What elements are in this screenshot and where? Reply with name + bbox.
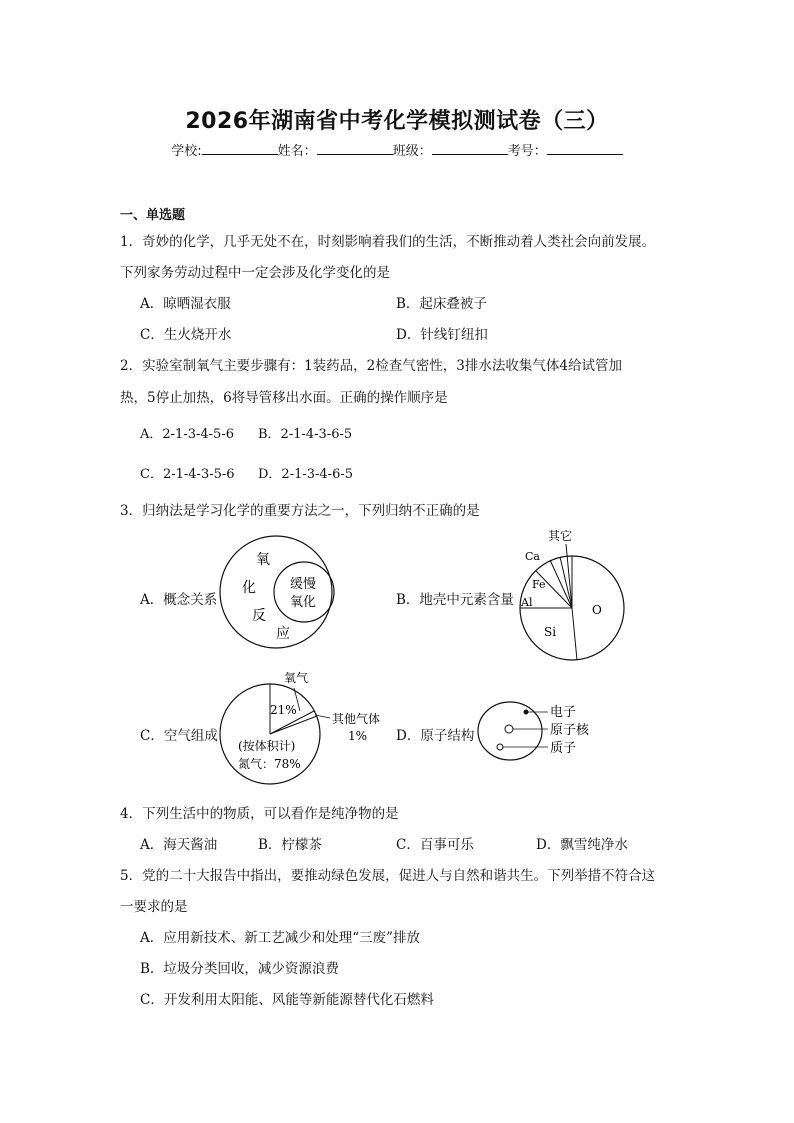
label-oxygen-pct: 21% [270,703,297,717]
label-other-gas: 其他气体 [332,712,381,726]
school-blank [202,142,278,155]
school-label: 学校: [171,144,202,159]
q3-option-c[interactable]: C．空气组成 [140,728,218,744]
q2-stem-line2: 热，5停止加热，6将导管移出水面。正确的操作顺序是 [120,390,448,406]
label-al: Al [521,596,533,609]
q1-stem-line2: 下列家务劳动过程中一定会涉及化学变化的是 [120,265,390,281]
label-other-gas-pct: 1% [348,729,368,743]
class-blank [432,142,508,155]
q4-option-a[interactable]: A．海天酱油 [140,837,218,853]
q5-stem-line1: 5．党的二十大报告中指出，要推动绿色发展，促进人与自然和谐共生。下列举措不符合这 [120,868,656,884]
q1-stem-line1: 1．奇妙的化学，几乎无处不在，时刻影响着我们的生活，不断推动着人类社会向前发展。 [120,234,656,250]
q3-diagram-concept-relation [218,530,348,652]
outer-char-3: 反 [252,608,266,624]
page-title: 2026年湖南省中考化学模拟测试卷（三） [185,109,609,134]
q5-option-c[interactable]: C．开发利用太阳能、风能等新能源替代化石燃料 [140,992,434,1008]
exam-no-blank [547,142,623,155]
q2-option-d[interactable]: D．2-1-3-4-6-5 [258,467,354,482]
q3-option-d[interactable]: D．原子结构 [396,728,475,744]
label-o: O [592,603,602,617]
q3-option-b[interactable]: B．地壳中元素含量 [396,592,514,608]
q2-option-c[interactable]: C．2-1-4-3-5-6 [140,467,235,482]
label-other: 其它 [548,529,573,543]
slow-oxidation-inner-circle [274,562,334,622]
pie-line-2 [572,608,577,660]
q1-option-c[interactable]: C．生火烧开水 [140,327,232,343]
inner-text-1: 缓慢 [290,577,317,592]
other-leader-line [566,544,572,608]
q1-option-d[interactable]: D．针线钉纽扣 [396,327,488,343]
label-oxygen: 氧气 [284,671,309,685]
q4-option-d[interactable]: D．飘雪纯净水 [536,837,628,853]
name-blank [317,142,393,155]
q3-diagram-crust-elements-pie [516,526,632,662]
atom-outer-ellipse [478,702,542,760]
outer-char-4: 应 [276,626,290,642]
air-pie-line-3 [270,716,317,734]
pie-line-6 [560,557,572,608]
q2-option-a[interactable]: A．2-1-3-4-5-6 [140,427,234,442]
section-title: 一、单选题 [120,208,186,223]
exam-no-label: 考号： [507,144,547,159]
name-label: 姓名： [277,144,317,159]
q3-diagram-atom-structure [476,698,600,764]
q3-stem: 3．归纳法是学习化学的重要方法之一，下列归纳不正确的是 [120,503,480,519]
q2-option-b[interactable]: B．2-1-4-3-6-5 [258,427,353,442]
label-proton: 质子 [550,741,577,756]
label-si: Si [544,625,557,639]
electron-dot [524,710,529,715]
q5-option-a[interactable]: A．应用新技术、新工艺减少和处理“三废”排放 [140,930,421,946]
pie-line-5 [550,560,572,608]
nucleus-circle [505,725,513,733]
label-nucleus: 原子核 [550,723,590,738]
q4-option-c[interactable]: C．百事可乐 [396,837,474,853]
label-by-volume: (按体积计) [238,739,296,753]
student-info-line [0,140,794,159]
label-fe: Fe [532,578,546,591]
q4-stem: 4．下列生活中的物质，可以看作是纯净物的是 [120,806,399,822]
q2-stem-line1: 2．实验室制氧气主要步骤有：1装药品，2检查气密性，3排水法收集气体4给试管加 [120,358,622,374]
class-label: 班级： [392,144,432,159]
outer-char-2: 化 [242,580,256,596]
q3-option-a[interactable]: A．概念关系 [140,592,218,608]
outer-char-1: 氧 [256,552,270,568]
proton-circle [497,744,503,750]
q5-stem-line2: 一要求的是 [120,899,188,915]
q5-option-b[interactable]: B．垃圾分类回收，减少资源浪费 [140,961,339,977]
q4-option-b[interactable]: B．柠檬茶 [258,837,322,853]
q1-option-b[interactable]: B．起床叠被子 [396,296,487,312]
q1-option-a[interactable]: A．晾晒湿衣服 [140,296,231,312]
q3-diagram-air-composition-pie [218,666,398,790]
label-ca: Ca [525,550,540,563]
label-electron: 电子 [550,705,577,720]
label-nitrogen: 氮气：78% [238,757,301,771]
inner-text-2: 氧化 [290,595,317,610]
